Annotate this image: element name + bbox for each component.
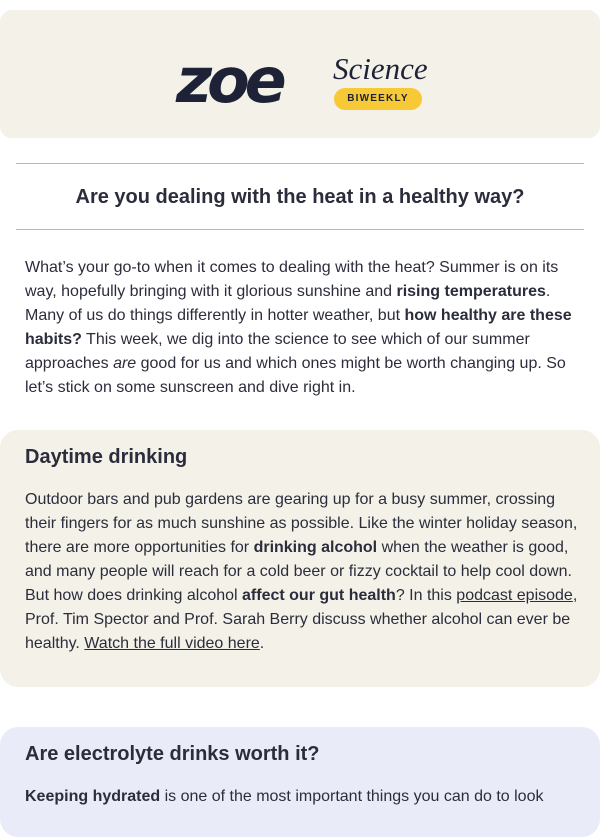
- drinking-text-1: Outdoor bars and pub gardens are gearing up for a busy summer, crossing their fingers for as much sunshine as possible. Like the winter holiday season, there are more opportunities for: [25, 491, 578, 556]
- biweekly-badge: BIWEEKLY: [334, 88, 422, 110]
- daytime-drinking-heading: Daytime drinking: [25, 446, 188, 468]
- daytime-drinking-body: [25, 488, 580, 656]
- intro-italic: are: [113, 355, 137, 372]
- zoe-wordmark: zoe: [176, 44, 282, 117]
- drinking-bold-1: drinking alcohol: [253, 539, 378, 556]
- electrolyte-text-1: is one of the most important things you can do to look: [160, 788, 544, 805]
- newsletter-headline: Are you dealing with the heat in a healthy way?: [75, 186, 525, 208]
- electrolyte-drinks-body: [25, 785, 580, 809]
- intro-text-3: This week, we dig into the science to see which of our summer approaches: [25, 331, 530, 372]
- drinking-text-2: when the weather is good, and many people will reach for a cold beer or fizzy cocktail to help cool down. But how does drinking alcohol: [25, 539, 572, 604]
- drinking-text-4: , Prof. Tim Spector and Prof. Sarah Berry discuss whether alcohol can ever be healthy.: [25, 587, 578, 652]
- electrolyte-drinks-card: [0, 727, 600, 837]
- intro-text-2: . Many of us do things differently in hotter weather, but: [25, 283, 551, 324]
- newsletter-header: [0, 10, 600, 138]
- electrolyte-bold-1: Keeping hydrated: [25, 788, 161, 805]
- drinking-bold-2: affect our gut health: [242, 587, 396, 604]
- electrolyte-drinks-heading: Are electrolyte drinks worth it?: [25, 743, 320, 765]
- watch-video-link[interactable]: Watch the full video here: [84, 635, 260, 652]
- science-label: Science: [333, 51, 428, 86]
- intro-text-4: good for us and which ones might be worth changing up. So let’s stick on some sunscreen and dive right in.: [25, 355, 566, 396]
- intro-bold-2: how healthy are these habits?: [25, 307, 572, 348]
- drinking-text-3: ? In this: [395, 587, 457, 604]
- intro-paragraph: [25, 256, 580, 400]
- podcast-episode-link[interactable]: podcast episode: [456, 587, 573, 604]
- daytime-drinking-card: [0, 430, 600, 687]
- intro-bold-1: rising temperatures: [396, 283, 546, 300]
- bottom-divider: [16, 229, 584, 230]
- drinking-text-5: .: [259, 635, 265, 652]
- top-divider: [16, 163, 584, 164]
- intro-text-1: What’s your go-to when it comes to dealing with the heat? Summer is on its way, hopefully bringing with it glorious sunshine and: [25, 259, 559, 300]
- zoe-science-logo[interactable]: [176, 44, 428, 118]
